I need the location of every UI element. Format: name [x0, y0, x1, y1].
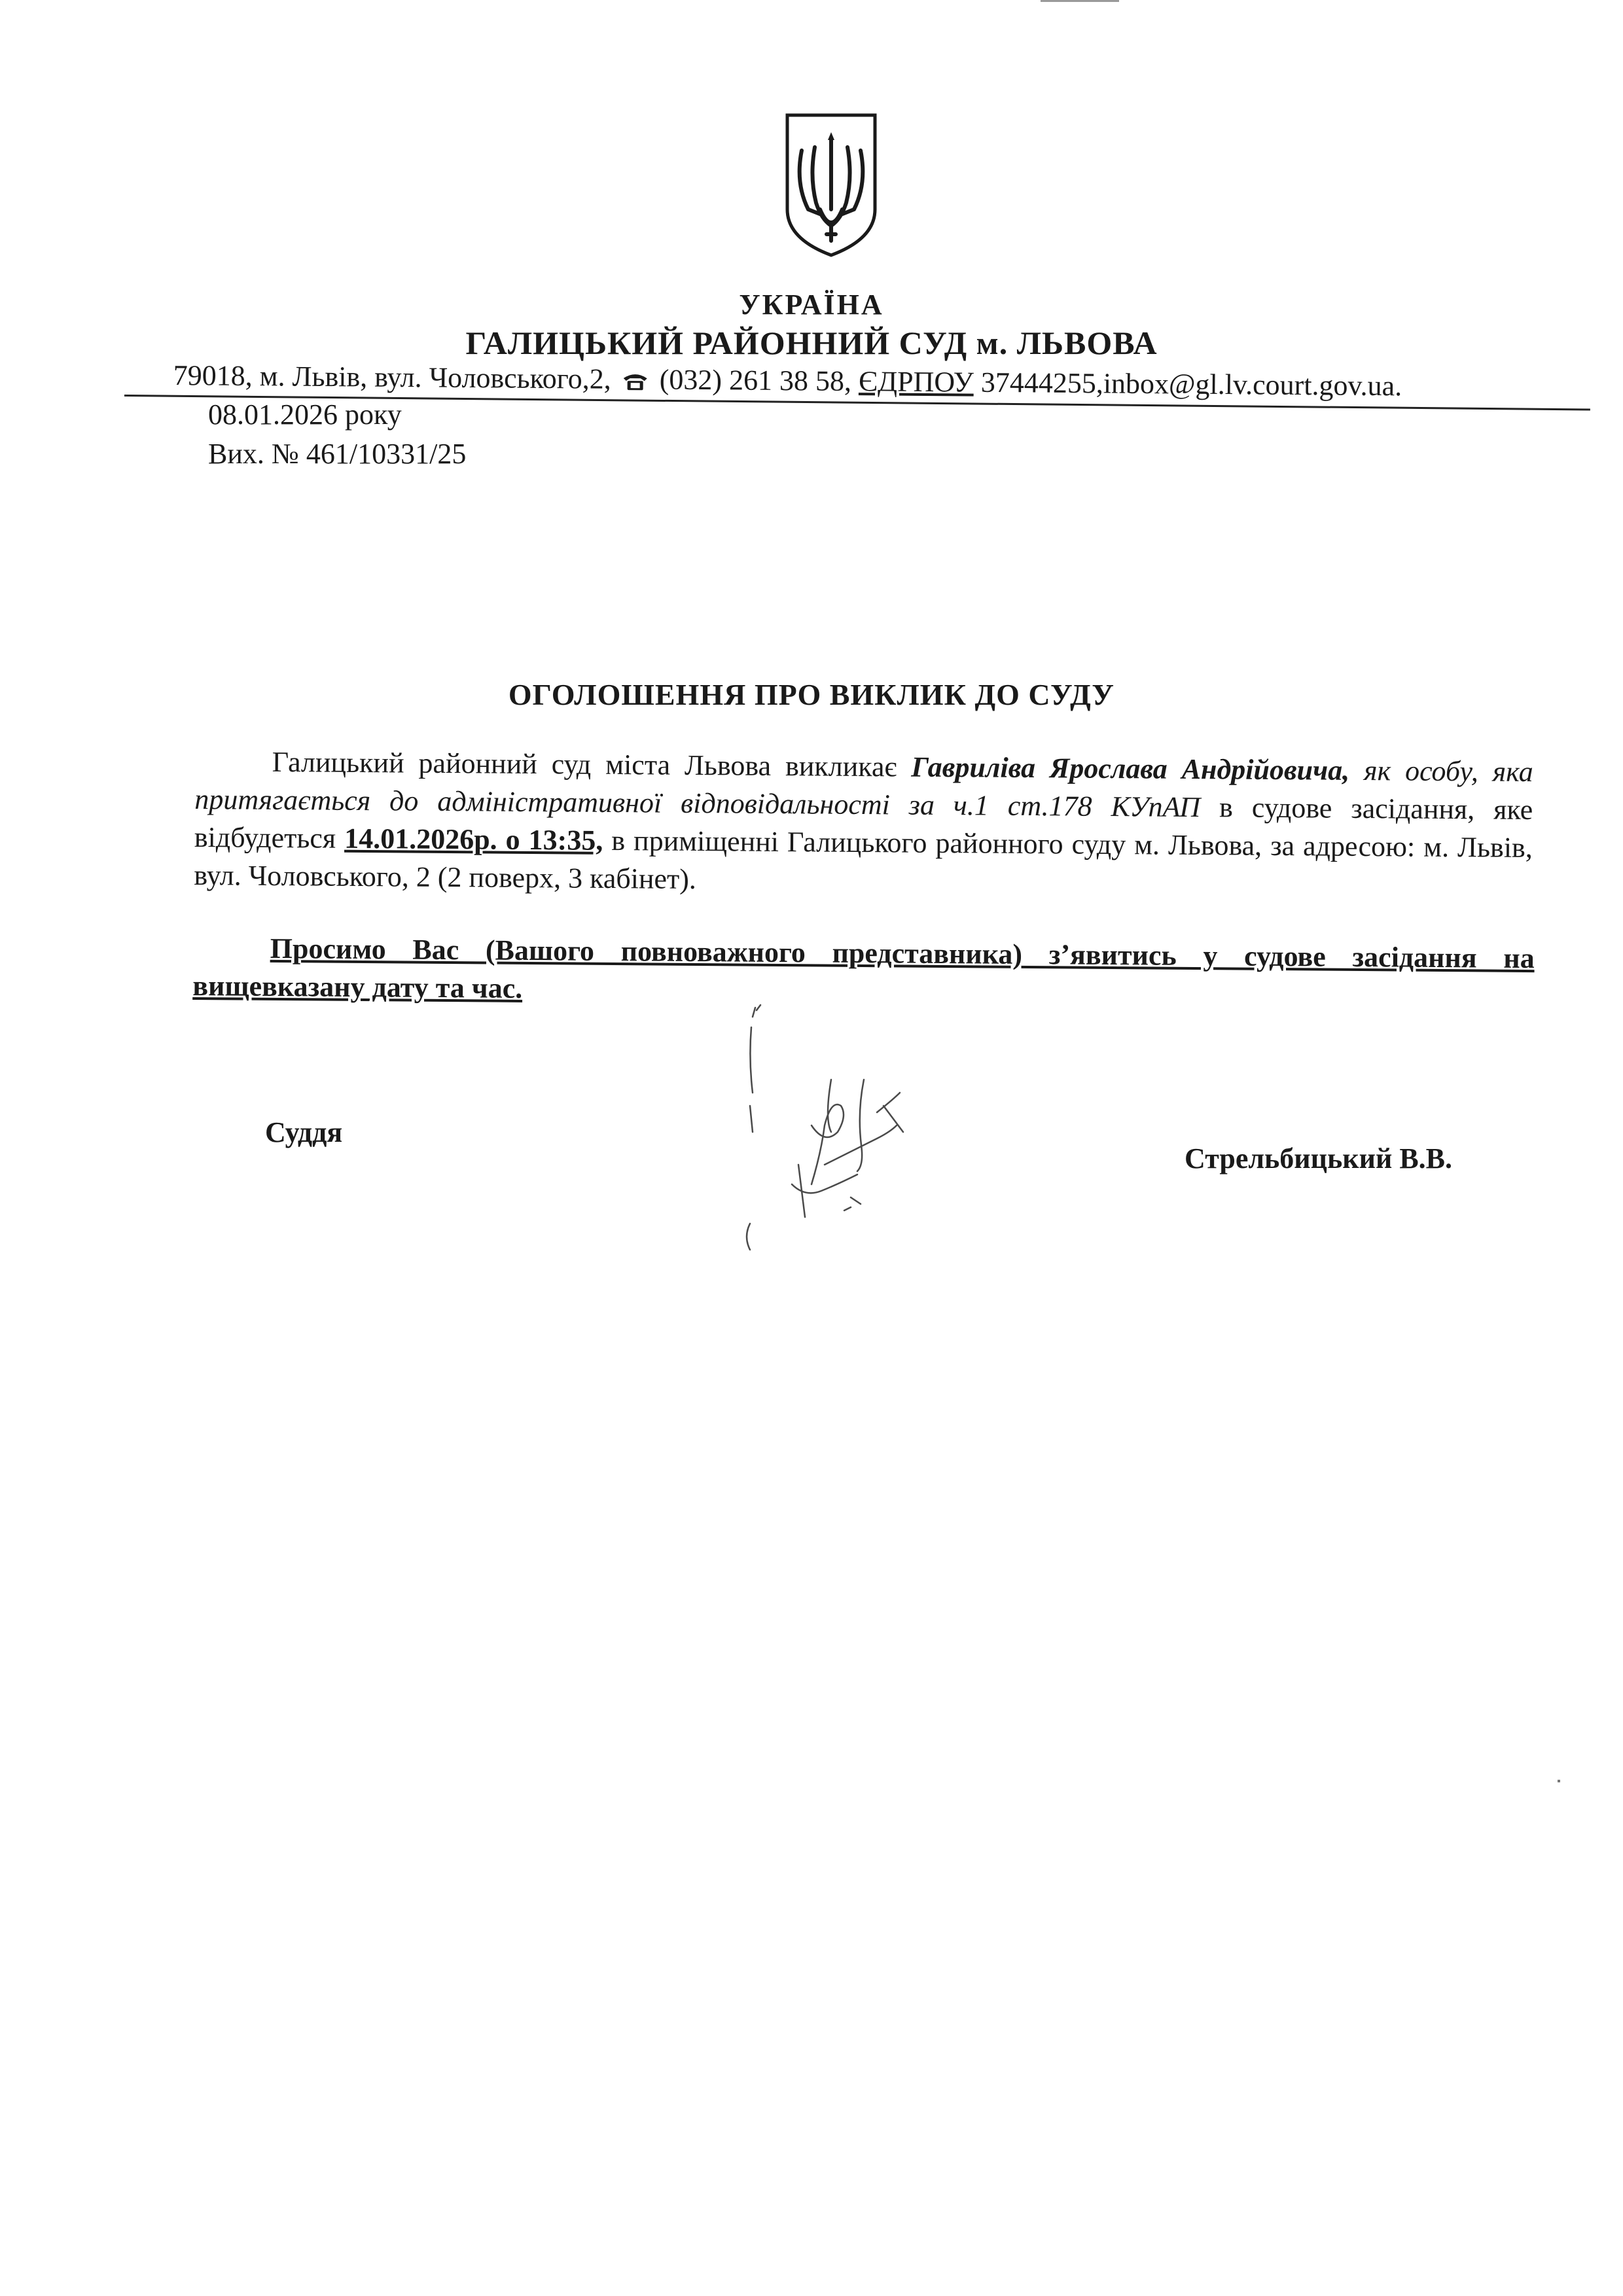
body-middle: в судове засідання, яке відбудеться — [194, 791, 1533, 855]
scan-artifact — [1041, 0, 1119, 2]
body-intro: Галицький районний суд міста Львова викликає — [272, 745, 912, 783]
edrpou-label: ЄДРПОУ — [858, 365, 974, 398]
notice-heading: ОГОЛОШЕННЯ ПРО ВИКЛИК ДО СУДУ — [508, 678, 1115, 711]
judge-title: Суддя — [265, 1116, 343, 1148]
court-phone: (032) 261 38 58, — [659, 363, 852, 398]
notice-body — [194, 743, 1533, 905]
person-role: як особу, яка притягається до адміністративної відповідальності за ч.1 ст.178 КУпАП — [194, 754, 1533, 824]
telephone-icon — [622, 372, 649, 391]
attendance-request-text: Просимо Вас (Вашого повноважного представника) з’явитись у судове засідання на вищевказану дату та час. — [192, 932, 1535, 1004]
hearing-location: в приміщенні Галицького районного суду м. Львова, за адресою: м. Львів, вул. Чоловського, 2 (2 поверх, 3 кабінет). — [194, 824, 1533, 896]
hearing-datetime: 14.01.2026р. о 13:35, — [344, 822, 603, 857]
court-address: 79018, м. Львів, вул. Чоловського,2, — [173, 359, 611, 395]
document-date: 08.01.2026 року — [208, 398, 402, 431]
outgoing-number: Вих. № 461/10331/25 — [208, 438, 467, 470]
judge-signature — [726, 1001, 1001, 1263]
edrpou-email: 37444255,inbox@gl.lv.court.gov.ua. — [980, 366, 1402, 402]
scan-artifact — [1558, 1780, 1560, 1782]
summoned-person: Гаврилiва Ярослава Андрійовича, — [911, 751, 1350, 786]
country-title: УКРАЇНА — [739, 289, 884, 321]
coat-of-arms-icon — [782, 111, 880, 258]
court-name: ГАЛИЦЬКИЙ РАЙОННИЙ СУД м. ЛЬВОВА — [465, 325, 1158, 361]
judge-name: Стрельбицький В.В. — [1185, 1142, 1453, 1174]
